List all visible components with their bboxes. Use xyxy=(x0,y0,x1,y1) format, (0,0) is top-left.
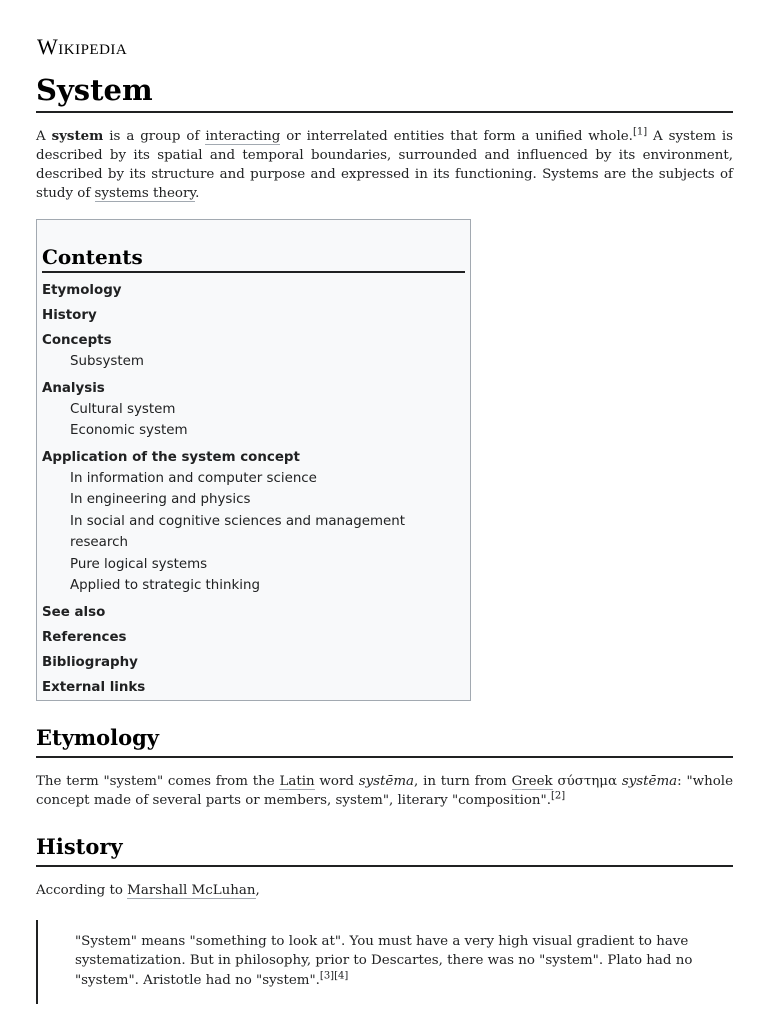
citation-2[interactable]: [2] xyxy=(550,790,566,802)
toc-subitem-in-engineering-and-physics[interactable]: In engineering and physics xyxy=(70,492,251,507)
section-heading-etymology: Etymology xyxy=(36,723,733,758)
toc-item-concepts[interactable]: Concepts xyxy=(42,333,112,348)
intro-text: is a group of xyxy=(103,129,206,144)
toc-subitem-economic-system[interactable]: Economic system xyxy=(70,423,188,438)
toc-item-application-of-the-system-concept[interactable]: Application of the system concept xyxy=(42,449,300,465)
toc-item-analysis[interactable]: Analysis xyxy=(42,380,105,396)
etymology-term: systēma xyxy=(621,773,678,789)
etymology-text: The term "system" comes from the xyxy=(36,773,280,789)
page-title: System xyxy=(36,72,733,113)
intro-text: . xyxy=(195,186,200,201)
citation-3[interactable]: [3] xyxy=(319,970,335,982)
intro-text: A xyxy=(36,129,52,144)
citation-4[interactable]: [4] xyxy=(334,970,349,982)
table-of-contents xyxy=(36,219,471,701)
toc-item-see-also[interactable]: See also xyxy=(42,604,106,620)
toc-list xyxy=(42,281,465,697)
link-systems-theory[interactable]: systems theory xyxy=(94,186,196,201)
mcluhan-quote xyxy=(36,920,733,1005)
quote-text: "System" means "something to look at". You must have a very high visual gradient to have systematization. But in philosophy, prior to Descartes, there was no "system". Plato had no "system". Aristotle had no "system". xyxy=(75,933,693,988)
toc-item-references[interactable]: References xyxy=(42,629,127,645)
toc-subitem-in-social-and-cognitive-sciences-and-management-research[interactable]: In social and cognitive sciences and management research xyxy=(70,513,405,550)
citation-1[interactable]: [1] xyxy=(632,126,648,138)
etymology-term: systēma xyxy=(358,773,415,789)
link-latin[interactable]: Latin xyxy=(279,773,315,789)
toc-subsection-group xyxy=(42,468,465,597)
history-text: , xyxy=(255,882,260,898)
etymology-paragraph xyxy=(36,772,733,810)
toc-item-etymology[interactable]: Etymology xyxy=(42,283,122,298)
quote-paragraph xyxy=(75,932,733,991)
intro-paragraph xyxy=(36,127,733,203)
toc-item-history[interactable]: History xyxy=(42,308,97,323)
toc-subsection-group xyxy=(42,351,465,373)
intro-text: A system is described by its spatial and temporal boundaries, surrounded and influenced by its environment, described by its structure and purpose and expressed in its functioning. Systems are the subjects of study of xyxy=(36,129,734,201)
history-text: According to xyxy=(36,882,128,898)
etymology-text: σύστημα xyxy=(552,773,622,789)
toc-subitem-in-information-and-computer-science[interactable]: In information and computer science xyxy=(70,470,317,486)
link-marshall-mcluhan[interactable]: Marshall McLuhan xyxy=(127,882,256,898)
intro-text: or interrelated entities that form a unified whole. xyxy=(280,129,633,144)
etymology-text: word xyxy=(314,773,359,789)
toc-subitem-pure-logical-systems[interactable]: Pure logical systems xyxy=(70,556,208,572)
section-heading-history: History xyxy=(36,832,733,867)
toc-subitem-cultural-system[interactable]: Cultural system xyxy=(70,401,176,417)
etymology-text: : "whole concept made of several parts or members, system", literary "composition". xyxy=(36,773,733,808)
etymology-text: , in turn from xyxy=(414,773,512,789)
wikipedia-logo[interactable]: Wikipedia xyxy=(37,34,128,59)
link-greek[interactable]: Greek xyxy=(511,773,553,789)
intro-bold-term: system xyxy=(51,128,104,144)
toc-title: Contents xyxy=(42,245,465,273)
toc-subitem-applied-to-strategic-thinking[interactable]: Applied to strategic thinking xyxy=(70,578,260,593)
toc-item-external-links[interactable]: External links xyxy=(42,679,146,695)
link-interacting[interactable]: interacting xyxy=(205,129,281,144)
toc-subsection-group xyxy=(42,399,465,442)
toc-item-bibliography[interactable]: Bibliography xyxy=(42,654,138,670)
toc-subitem-subsystem[interactable]: Subsystem xyxy=(70,354,144,369)
history-paragraph xyxy=(36,881,733,900)
